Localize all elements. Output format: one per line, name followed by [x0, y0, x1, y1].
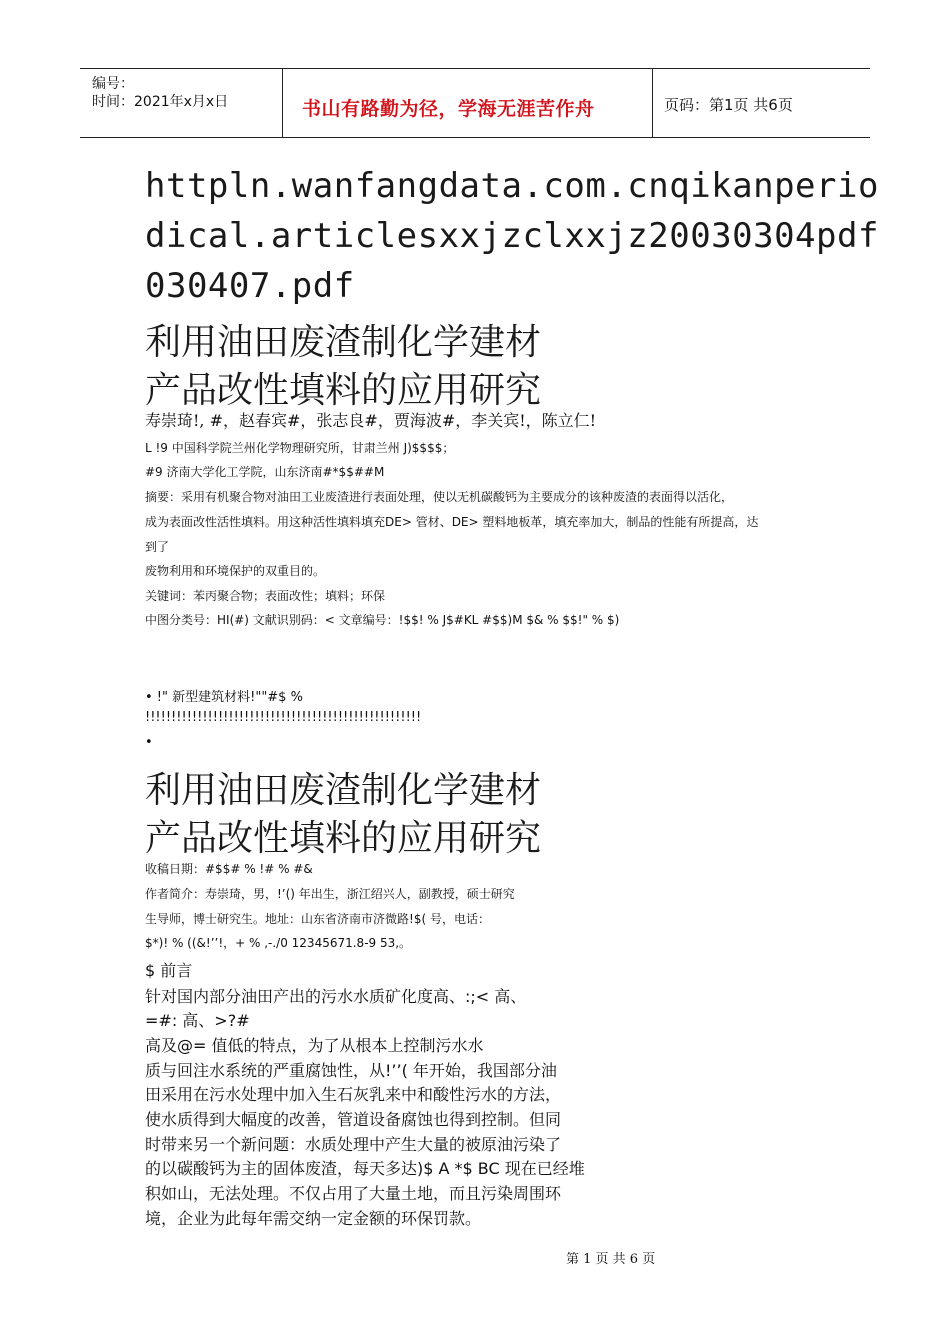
note-received: 收稿日期：#$$# % !# % #& — [145, 862, 313, 876]
section-heading: $ 前言 — [145, 961, 193, 980]
body-line-9: 积如山，无法处理。不仅占用了大量土地，而且污染周围环 — [145, 1184, 562, 1203]
affiliation-2: #9 济南大学化工学院，山东济南#*$$##M — [145, 465, 385, 479]
classification: 中图分类号：HI(#) 文献识别码：< 文章编号：!$$! % J$#KL #$$)M $& % $$!" % $) — [145, 613, 620, 627]
title-line-2: 产品改性填料的应用研究 — [145, 370, 542, 411]
page-footer: 第 1 页 共 6 页 — [566, 1252, 656, 1267]
body-line-2: =#: 高、>?# — [145, 1011, 250, 1030]
abstract-line-1: 摘要：采用有机聚合物对油田工业废渣进行表面处理，使以无机碳酸钙为主要成分的该种废渣的表面得以活化， — [145, 490, 734, 504]
abstract-line-3: 到了 — [145, 540, 170, 554]
body-line-3: 高及@= 值低的特点，为了从根本上控制污水水 — [145, 1036, 484, 1055]
keywords: 关键词：苯丙聚合物；表面改性；填料；环保 — [145, 589, 386, 603]
title-line-1: 利用油田废渣制化学建材 — [145, 322, 542, 363]
url-line-2: dical.articlesxxjzclxxjz20030304pdf — [145, 216, 879, 256]
body-line-7: 时带来另一个新问题：水质处理中产生大量的被原油污染了 — [145, 1135, 562, 1154]
authors: 寿崇琦!, #，赵春宾#，张志良#，贾海波#，李关宾!，陈立仁! — [145, 411, 597, 430]
url-line-3: 030407.pdf — [145, 266, 355, 306]
body-line-6: 使水质得到大幅度的改善，管道设备腐蚀也得到控制。但同 — [145, 1110, 562, 1129]
header-table — [80, 68, 870, 138]
title-repeat-line-2: 产品改性填料的应用研究 — [145, 818, 542, 859]
note-author-2: 生导师，博士研究生。地址：山东省济南市济微路!$( 号，电话： — [145, 912, 490, 926]
code-label: 编号： — [92, 76, 134, 92]
affiliation-1: L !9 中国科学院兰州化学物理研究所，甘肃兰州 J)$$$$； — [145, 441, 455, 455]
body-line-5: 田采用在污水处理中加入生石灰乳来中和酸性污水的方法， — [145, 1085, 562, 1104]
body-line-4: 质与回注水系统的严重腐蚀性，从!’’( 年开始，我国部分油 — [145, 1061, 557, 1080]
url-line-1: httpln.wanfangdata.com.cnqikanperio — [145, 166, 879, 206]
note-author-1: 作者简介：寿崇琦，男，!’() 年出生，浙江绍兴人，副教授，硕士研究 — [145, 887, 515, 901]
abstract-line-4: 废物利用和环境保护的双重目的。 — [145, 564, 326, 578]
header-divider-1 — [282, 69, 283, 137]
body-line-8: 的以碳酸钙为主的固体废渣，每天多达)$ A *$ BC 现在已经堆 — [145, 1159, 585, 1178]
header-divider-2 — [652, 69, 653, 137]
time-label: 时间：2021年x月x日 — [92, 94, 229, 110]
journal-line: • !" 新型建筑材料!""#$ % — [145, 690, 303, 705]
body-line-1: 针对国内部分油田产出的污水水质矿化度高、:;< 高、 — [145, 987, 527, 1006]
exclaim-line: !!!!!!!!!!!!!!!!!!!!!!!!!!!!!!!!!!!!!!!!!!!!!!!!!!!!! — [145, 710, 422, 725]
motto: 书山有路勤为径，学海无涯苦作舟 — [302, 98, 595, 120]
abstract-line-2: 成为表面改性活性填料。用这种活性填料填充DE> 管材、DE> 塑料地板革，填充率加大，制品的性能有所提高，达 — [145, 515, 759, 529]
note-contact: $*)! % ((&!’’!，+ % ,-./0 12345671.8-9 53,。 — [145, 936, 412, 950]
bullet: • — [145, 735, 153, 750]
page-code: 页码：第1页 共6页 — [664, 96, 793, 114]
title-repeat-line-1: 利用油田废渣制化学建材 — [145, 770, 542, 811]
body-line-10: 境，企业为此每年需交纳一定金额的环保罚款。 — [145, 1209, 482, 1228]
